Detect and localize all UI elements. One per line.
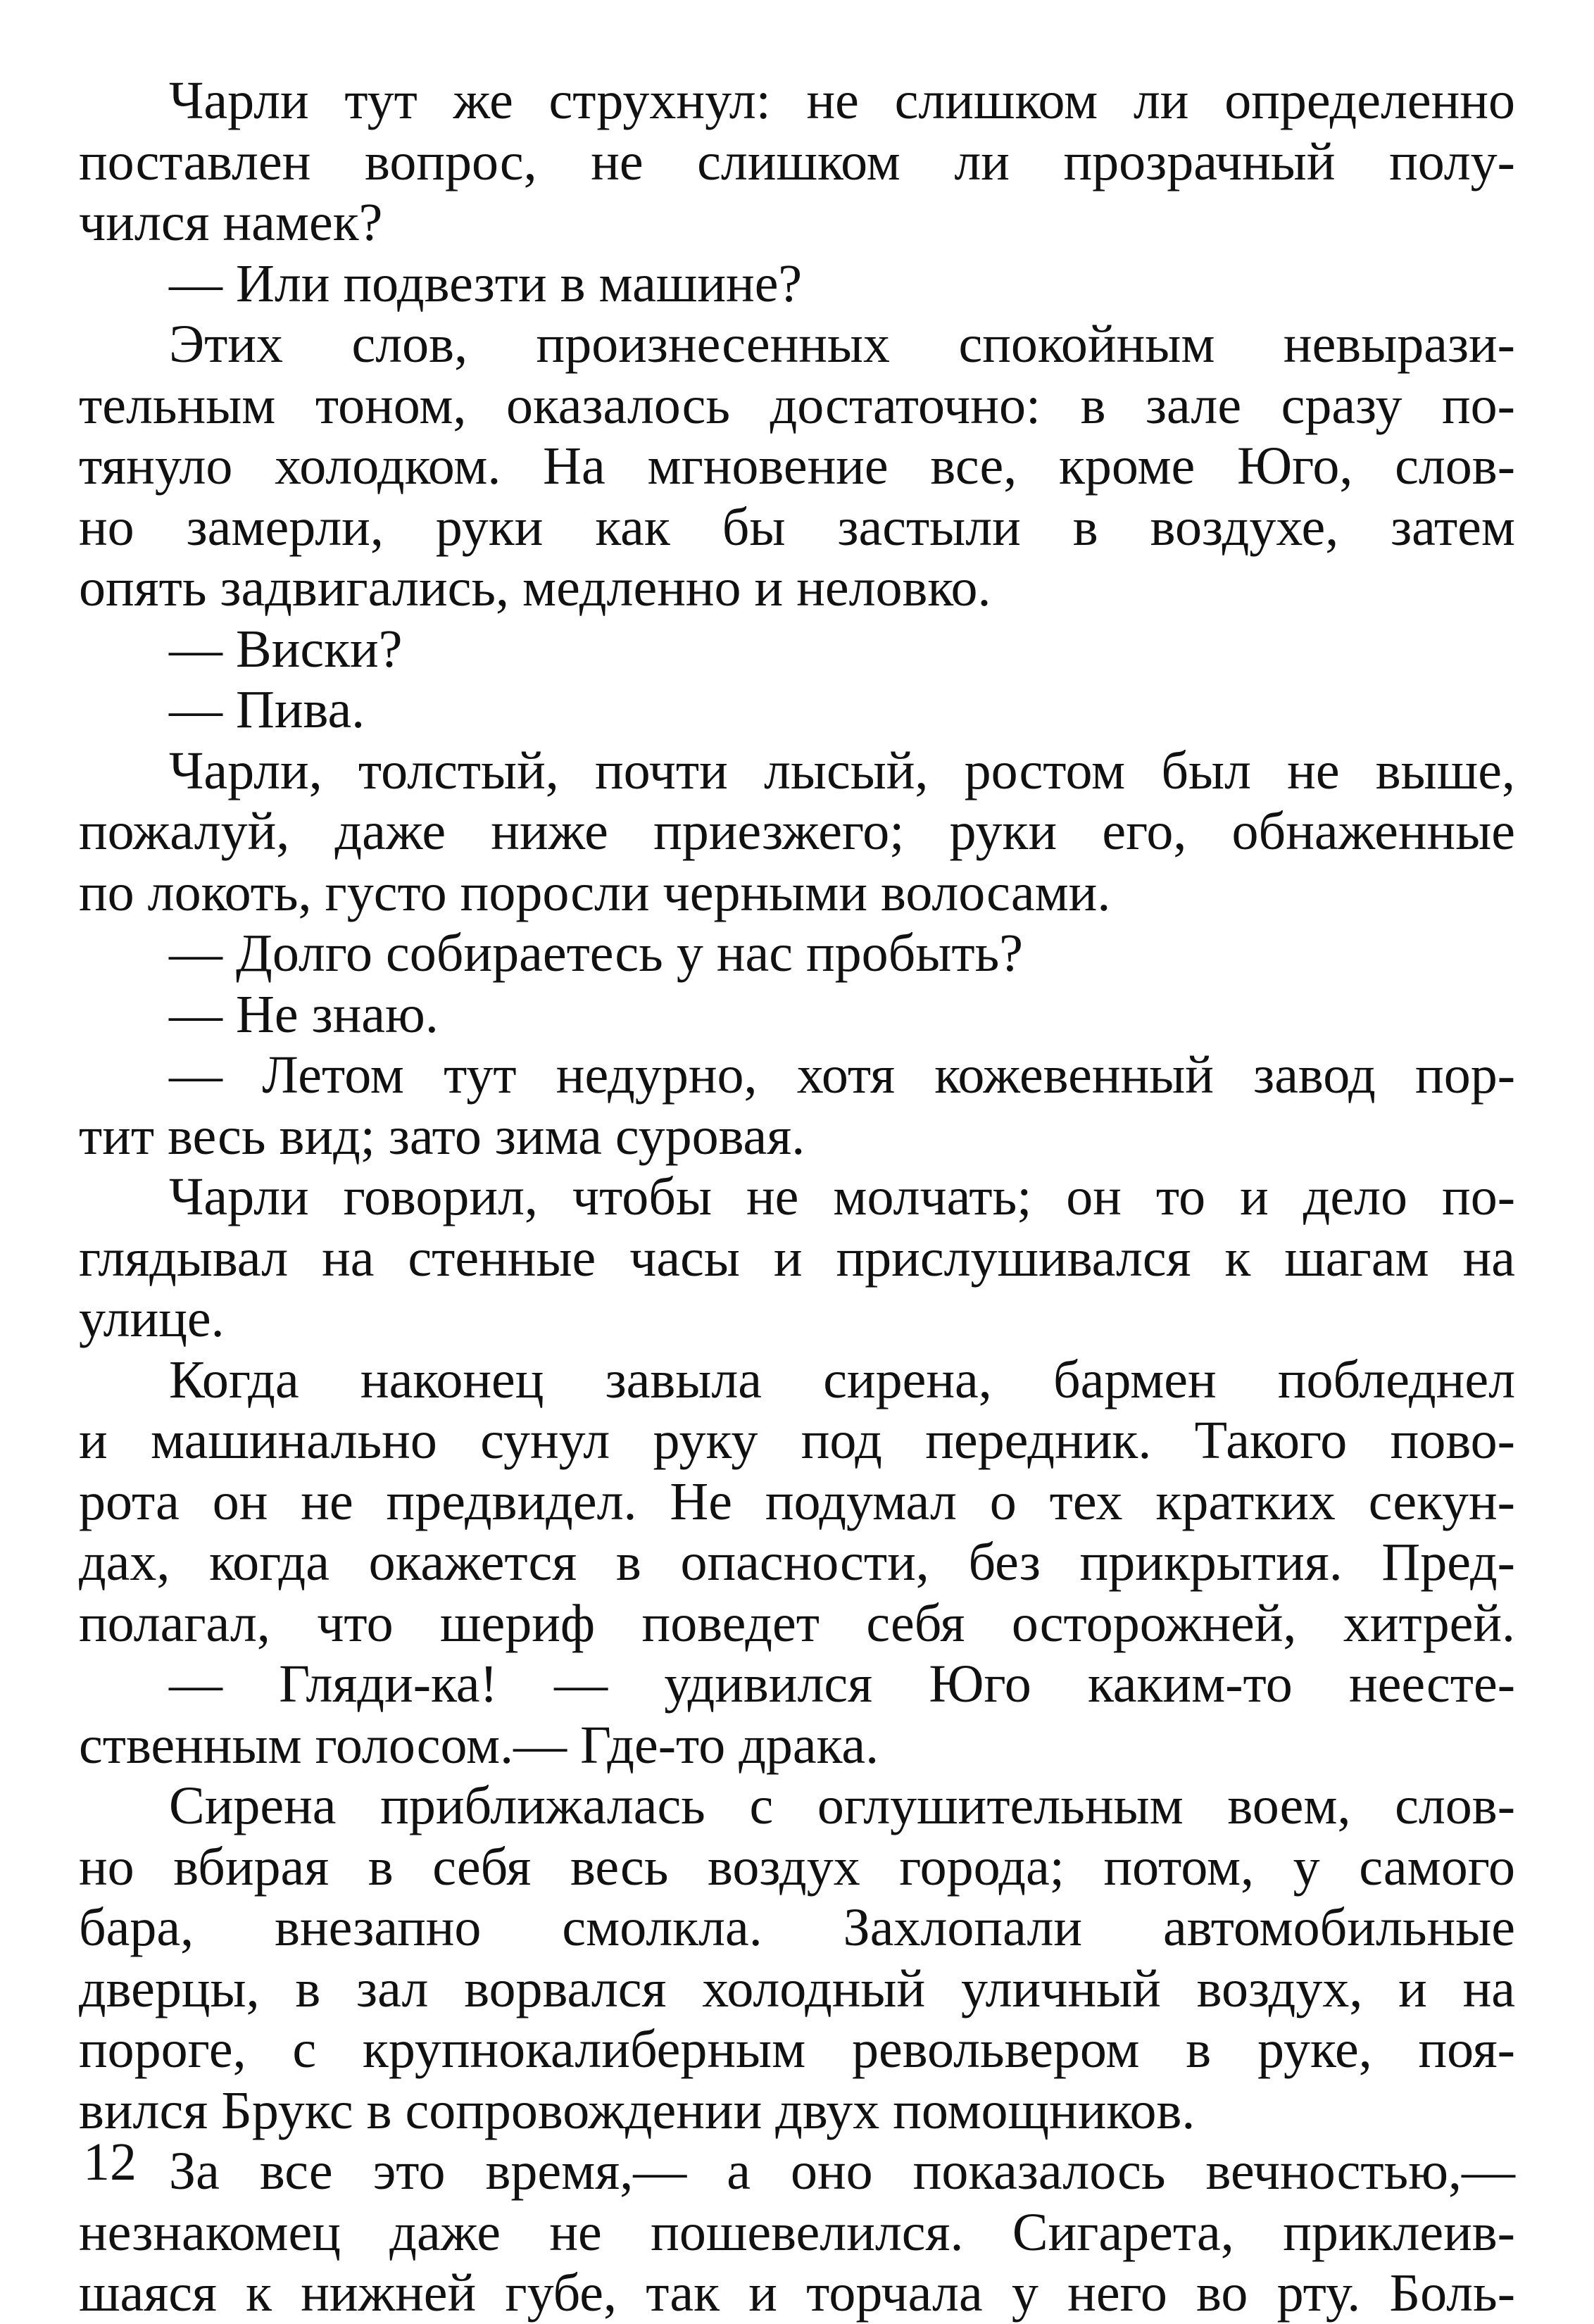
text-line: За все это время,— а оно показалось вечностью,— [169, 2142, 1515, 2201]
text-line: чился намек? [79, 193, 383, 252]
page-number: 12 [83, 2133, 137, 2192]
text-line: и машинально сунул руку под передник. Такого пово- [79, 1411, 1515, 1470]
text-line: пороге, с крупнокалиберным револьвером в руке, поя- [79, 2020, 1515, 2079]
text-line: рота он не предвидел. Не подумал о тех кратких секун- [79, 1471, 1515, 1531]
text-line: незнакомец даже не пошевелился. Сигарета, приклеив- [79, 2202, 1515, 2262]
text-line: Чарли говорил, чтобы не молчать; он то и дело по- [169, 1167, 1515, 1226]
text-line: — Пива. [169, 680, 365, 739]
text-line: Сирена приближалась с оглушительным воем, слов- [169, 1776, 1515, 1835]
text-line: полагал, что шериф поведет себя осторожней, хитрей. [79, 1593, 1515, 1653]
text-line: глядывал на стенные часы и прислушивался к шагам на [79, 1228, 1515, 1288]
text-line: тит весь вид; зато зима суровая. [79, 1106, 805, 1166]
text-line: но замерли, руки как бы застыли в воздухе, затем [79, 497, 1515, 557]
text-line: поставлен вопрос, не слишком ли прозрачный полу- [79, 132, 1515, 191]
text-line: Чарли, толстый, почти лысый, ростом был не выше, [169, 741, 1515, 800]
text-line: пожалуй, даже ниже приезжего; руки его, обнаженные [79, 802, 1515, 861]
text-line: улице. [79, 1289, 225, 1348]
text-line: — Летом тут недурно, хотя кожевенный завод пор- [169, 1045, 1515, 1105]
text-line: — Виски? [169, 619, 403, 679]
text-line: Этих слов, произнесенных спокойным невырази- [169, 315, 1515, 374]
text-line: но вбирая в себя весь воздух города; потом, у самого [79, 1837, 1515, 1897]
text-line: шаяся к нижней губе, так и торчала у него во рту. Боль- [79, 2263, 1515, 2323]
text-line: ственным голосом.— Где-то драка. [79, 1715, 879, 1775]
text-line: — Или подвезти в машине? [169, 253, 803, 313]
text-line: тельным тоном, оказалось достаточно: в зале сразу по- [79, 375, 1515, 435]
text-line: тянуло холодком. На мгновение все, кроме Юго, слов- [79, 436, 1515, 496]
text-line: опять задвигались, медленно и неловко. [79, 558, 991, 617]
text-line: вился Брукс в сопровождении двух помощников. [79, 2080, 1196, 2140]
text-line: Чарли тут же струхнул: не слишком ли определенно [169, 71, 1515, 130]
body-text [79, 70, 1515, 2324]
text-line: — Не знаю. [169, 984, 439, 1044]
text-line: Когда наконец завыла сирена, бармен побледнел [169, 1350, 1515, 1409]
text-line: — Гляди-ка! — удивился Юго каким-то неесте- [169, 1654, 1515, 1714]
text-line: по локоть, густо поросли черными волосами. [79, 862, 1111, 922]
text-line: дах, когда окажется в опасности, без прикрытия. Пред- [79, 1533, 1515, 1592]
text-line: дверцы, в зал ворвался холодный уличный воздух, и на [79, 1959, 1515, 2018]
text-line: бара, внезапно смолкла. Захлопали автомобильные [79, 1898, 1515, 1957]
text-line: — Долго собираетесь у нас пробыть? [169, 924, 1023, 983]
